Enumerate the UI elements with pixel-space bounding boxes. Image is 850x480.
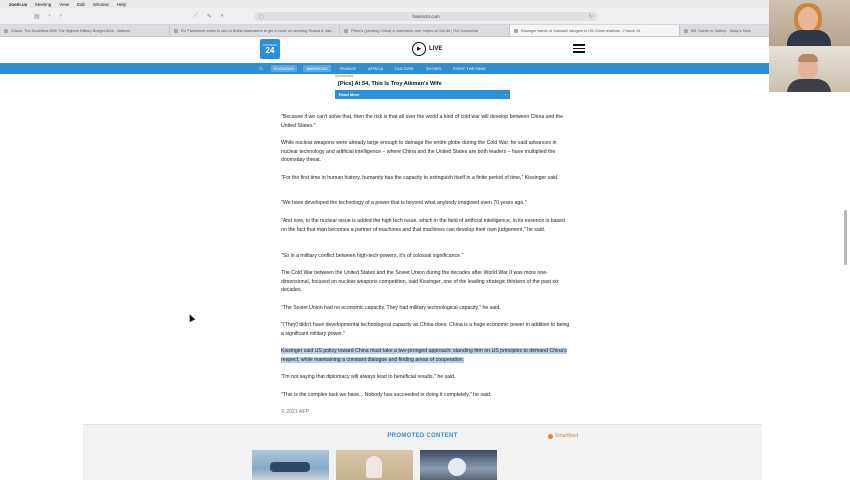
- favicon-icon: [514, 29, 518, 33]
- menu-window[interactable]: Window: [92, 1, 109, 7]
- logo-number: 24: [265, 45, 275, 55]
- promoted-content-section: [83, 424, 762, 480]
- menu-edit[interactable]: Edit: [76, 1, 85, 7]
- article-paragraph: "(They) didn't have developmental technological capacity as China does. China is a huge economic power in addition to being a significant military power.": [281, 322, 570, 337]
- nav-item-fight-the-fake[interactable]: FIGHT THE FAKE: [453, 66, 486, 71]
- article-paragraph: While nuclear weapons were already large enough to damage the entire globe during the Cold War, he said advances in nuclear technology and artificial intelligence – where China and the United States are both leaders – have multiplied the doomsday threat.: [281, 140, 557, 163]
- sponsored-title[interactable]: [Pics] At 54, This Is Troy Aikman's Wife: [338, 81, 442, 87]
- section-nav: [0, 63, 850, 74]
- article-paragraph: "The Soviet Union had no economic capacity. They had military technological capacity," he said.: [281, 305, 501, 311]
- person-image: [366, 456, 382, 478]
- address-bar[interactable]: [255, 12, 597, 21]
- smartfeed-label: Smartfeed: [555, 433, 579, 439]
- moon-image: [448, 458, 466, 476]
- favicon-icon: [344, 29, 348, 33]
- nav-item-americas[interactable]: AMERICAS: [303, 65, 330, 72]
- sidebar-icon[interactable]: ▤: [34, 13, 40, 20]
- chevron-right-icon: ›: [504, 92, 506, 97]
- participant-hair: [798, 54, 818, 62]
- article-paragraph: "And now, to the nuclear issue is added the high tech issue, which in the field of artificial intelligence, in its essence is based on the fact that man becomes a partner of machines and that machines can develop their own judgement," he said.: [281, 218, 565, 233]
- tab-title: EU Parliament votes to call on British lawmakers to get a move on securing Russia & Iran...: [181, 28, 335, 33]
- sponsored-caption: Sponsored: [335, 74, 354, 78]
- read-more-label: Read More: [339, 92, 360, 97]
- article-paragraph: "So in a military conflict between high-tech powers, it's of colossal significance.": [281, 253, 464, 259]
- site-header: [0, 37, 850, 63]
- promoted-title: PROMOTED CONTENT: [387, 433, 458, 439]
- extension-icon[interactable]: ⟋: [193, 12, 198, 19]
- menu-zoom[interactable]: zoom.us: [9, 1, 28, 7]
- nav-item-france[interactable]: FRANCE: [339, 66, 357, 71]
- live-button[interactable]: [412, 42, 442, 56]
- back-icon[interactable]: ‹: [48, 12, 51, 19]
- page-scrollbar[interactable]: [844, 210, 847, 265]
- play-icon: ▶: [412, 42, 426, 56]
- article-paragraph-selected: [281, 347, 571, 364]
- france24-logo[interactable]: [260, 39, 280, 59]
- participant-face: [798, 7, 818, 31]
- promoted-thumbnail[interactable]: [252, 450, 329, 480]
- article-paragraph: "Because if we can't solve that, then the risk is that all over the world a kind of cold war will develop between China and the United States.": [281, 114, 563, 129]
- tab-title: Chaos: The Doubtless With The Highest Military Budget Alive - Nations: [11, 28, 131, 33]
- article-paragraph: "I'm not saying that diplomacy will always lead to beneficial results," he said.: [281, 374, 456, 380]
- nav-item-shows[interactable]: SHOWS: [425, 66, 442, 71]
- menu-meeting[interactable]: Meeting: [35, 1, 52, 7]
- video-tile-participant-1[interactable]: [769, 0, 850, 46]
- toolbar-extension-controls: [194, 13, 225, 20]
- privacy-icon: ▢: [259, 13, 264, 20]
- read-more-button[interactable]: [335, 90, 510, 99]
- article-paragraph: "For the first time in human history, humanity has the capacity to extinguish itself in a finite period of time," Kissinger said.: [281, 175, 559, 181]
- sponsored-card[interactable]: [335, 74, 510, 104]
- browser-tab[interactable]: [340, 25, 510, 36]
- participant-body: [787, 30, 831, 46]
- nav-item-economy[interactable]: ECONOMY: [271, 65, 298, 72]
- browser-tab[interactable]: [0, 25, 170, 36]
- tab-title: Pfizer's (pending China) a misfortune over hopes on the All | The Economist: [351, 28, 479, 33]
- shield-icon[interactable]: ◐: [220, 12, 225, 19]
- menu-view[interactable]: View: [59, 1, 69, 7]
- favicon-icon: [174, 29, 178, 33]
- nav-item-africa[interactable]: AFRICA: [368, 66, 384, 71]
- toolbar-left-controls: [0, 13, 62, 20]
- video-tile-participant-2[interactable]: [769, 46, 850, 92]
- promoted-thumbnail[interactable]: [336, 450, 413, 480]
- browser-tab[interactable]: [170, 25, 340, 36]
- copyright-text: © 2021 AFP: [281, 409, 310, 415]
- url-text: france24.com: [412, 14, 440, 19]
- nav-item-culture[interactable]: CULTURE: [395, 66, 414, 71]
- live-label: LIVE: [429, 46, 443, 52]
- promoted-thumbnail[interactable]: [420, 450, 497, 480]
- participant-body: [787, 79, 831, 92]
- browser-tab-active[interactable]: [510, 25, 680, 36]
- menu-help[interactable]: Help: [116, 1, 127, 7]
- text-selection: Kissinger said US policy toward China must take a two-pronged approach: standing firm on US principles to demand China's respect, while maintaining a constant dialogue and finding areas of cooperation.: [281, 348, 567, 363]
- pen-icon[interactable]: ✎: [206, 13, 212, 20]
- aircraft-image: [270, 462, 310, 472]
- smartfeed-logo-icon: [548, 434, 553, 439]
- reload-icon[interactable]: ↻: [588, 13, 593, 20]
- favicon-icon: [684, 29, 688, 33]
- tab-title: Kissinger warns of 'colossal' dangers in US-China relations - France 24: [521, 28, 641, 33]
- macos-menubar: [0, 0, 850, 8]
- browser-toolbar: [0, 8, 850, 25]
- mouse-cursor-icon: [187, 313, 195, 322]
- article-paragraph: "We have developed the technology of a power that is beyond what anybody imagined even 70 years ago.": [281, 200, 527, 206]
- favicon-icon: [4, 29, 8, 33]
- tab-bar: [0, 25, 850, 37]
- smartfeed-badge[interactable]: [548, 433, 578, 439]
- home-icon[interactable]: ⌂: [259, 65, 263, 72]
- article-paragraph: The Cold War between the United States and the Soviet Union during the decades after World War II was more one-dimensional, focused on nuclear weapons competition, said Kissinger, one of the leading strategic thinkers of the past six decades.: [281, 270, 559, 293]
- forward-icon[interactable]: ›: [59, 12, 62, 19]
- article-paragraph: "This is the complex task we have... Nobody has succeeded in doing it completely," he said.: [281, 392, 492, 398]
- hamburger-menu-icon[interactable]: [573, 44, 585, 53]
- tab-title: BB: Sainte to Gallery - Wasp's Nest: [691, 28, 751, 33]
- logo-text: FRANCE: [263, 42, 277, 47]
